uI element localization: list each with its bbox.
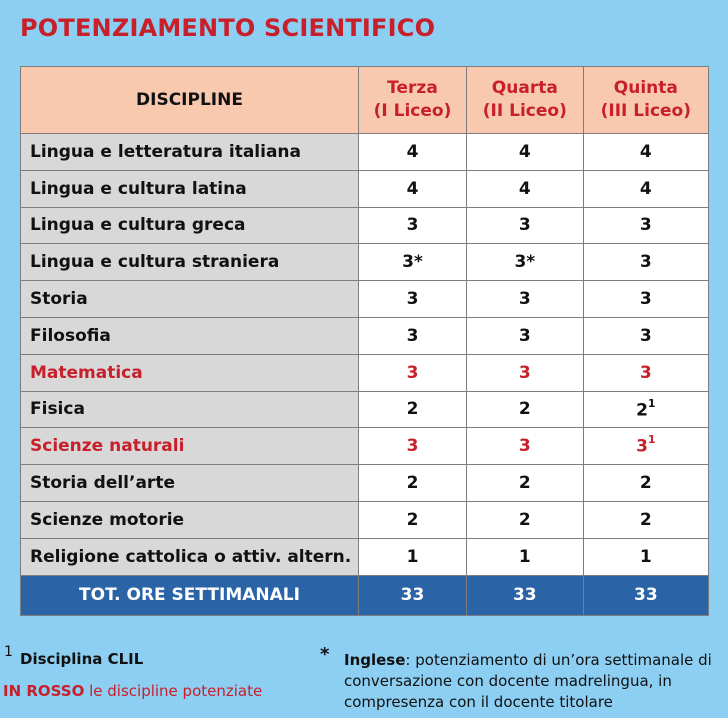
hours-cell-terza xyxy=(359,134,467,171)
hours-cell-quarta xyxy=(466,465,583,502)
hours-cell-terza xyxy=(359,465,467,502)
hours-value: 3 xyxy=(639,325,652,346)
discipline-name: Lingua e cultura greca xyxy=(21,207,359,244)
hours-cell-quinta xyxy=(583,134,708,171)
hours-value: 1 xyxy=(639,546,652,567)
hours-cell-quarta xyxy=(466,501,583,538)
hours-value: 4 xyxy=(518,178,531,199)
discipline-name: Scienze naturali xyxy=(21,428,359,465)
hours-value: 2 xyxy=(518,473,531,494)
hours-cell-quinta xyxy=(583,207,708,244)
hours-cell-terza xyxy=(359,428,467,465)
header-year-terza xyxy=(359,67,467,134)
hours-cell-quarta xyxy=(466,391,583,428)
discipline-name: Fisica xyxy=(21,391,359,428)
hours-value: 2 xyxy=(406,473,419,494)
hours-cell-terza xyxy=(359,317,467,354)
hours-value: 3 xyxy=(406,215,419,236)
header-year-quinta xyxy=(583,67,708,134)
hours-value: 3* xyxy=(514,252,536,273)
hours-cell-quinta xyxy=(583,501,708,538)
discipline-name: Matematica xyxy=(21,354,359,391)
hours-value: 3 xyxy=(639,289,652,310)
discipline-name: Filosofia xyxy=(21,317,359,354)
total-value-quinta: 33 xyxy=(583,575,708,615)
hours-value: 4 xyxy=(406,141,419,162)
discipline-name: Lingua e letteratura italiana xyxy=(21,134,359,171)
hours-cell-quarta xyxy=(466,244,583,281)
table-row xyxy=(21,501,709,538)
discipline-name: Religione cattolica o attiv. altern. xyxy=(21,538,359,575)
table-row xyxy=(21,465,709,502)
table-row xyxy=(21,207,709,244)
hours-value: 3 xyxy=(406,325,419,346)
red-legend-bold: IN ROSSO xyxy=(3,682,85,700)
total-value-quarta: 33 xyxy=(466,575,583,615)
header-disciplines: DISCIPLINE xyxy=(21,67,359,134)
hours-value: 4 xyxy=(639,178,652,199)
english-note-bold: Inglese xyxy=(344,651,406,669)
discipline-name: Lingua e cultura straniera xyxy=(21,244,359,281)
header-year-quarta xyxy=(466,67,583,134)
hours-cell-quinta xyxy=(583,354,708,391)
hours-value: 3 xyxy=(518,362,531,383)
red-legend-text: le discipline potenziate xyxy=(84,682,263,700)
total-label: TOT. ORE SETTIMANALI xyxy=(21,575,359,615)
table-header-row xyxy=(21,67,709,134)
hours-cell-quarta xyxy=(466,281,583,318)
header-year-name: Quarta xyxy=(491,78,558,99)
hours-value: 4 xyxy=(518,141,531,162)
hours-cell-terza xyxy=(359,170,467,207)
clil-footnote-ref: 1 xyxy=(647,396,656,410)
hours-value: 3 xyxy=(639,215,652,236)
total-row xyxy=(21,575,709,615)
english-note xyxy=(344,650,728,713)
hours-value: 3* xyxy=(402,252,423,273)
hours-cell-terza xyxy=(359,538,467,575)
hours-value: 3 xyxy=(518,215,531,236)
hours-value: 4 xyxy=(639,141,652,162)
table-row xyxy=(21,170,709,207)
hours-value: 3 xyxy=(518,289,531,310)
curriculum-table xyxy=(20,66,709,616)
hours-cell-terza xyxy=(359,207,467,244)
hours-cell-quinta xyxy=(583,170,708,207)
hours-cell-quinta xyxy=(583,281,708,318)
hours-value: 1 xyxy=(518,546,531,567)
hours-cell-quarta xyxy=(466,538,583,575)
hours-cell-quarta xyxy=(466,428,583,465)
hours-value: 2 xyxy=(518,399,531,420)
header-year-sub: (II Liceo) xyxy=(482,101,567,121)
table-row xyxy=(21,428,709,465)
hours-cell-terza xyxy=(359,281,467,318)
header-year-name: Quinta xyxy=(613,78,678,99)
hours-cell-terza xyxy=(359,501,467,538)
hours-cell-terza xyxy=(359,391,467,428)
total-value-terza: 33 xyxy=(359,575,467,615)
hours-value: 3 xyxy=(406,362,419,383)
table-row xyxy=(21,134,709,171)
red-legend xyxy=(3,682,262,700)
hours-value: 2 xyxy=(636,400,648,421)
hours-cell-quinta xyxy=(583,538,708,575)
hours-value: 3 xyxy=(406,289,419,310)
discipline-name: Storia dell’arte xyxy=(21,465,359,502)
page-title: POTENZIAMENTO SCIENTIFICO xyxy=(20,14,436,42)
discipline-name: Storia xyxy=(21,281,359,318)
hours-value: 3 xyxy=(518,325,531,346)
hours-value: 1 xyxy=(406,546,419,567)
header-year-sub: (III Liceo) xyxy=(600,101,692,121)
table-row xyxy=(21,281,709,318)
hours-cell-quarta xyxy=(466,134,583,171)
asterisk-footnote-marker: * xyxy=(320,644,330,665)
hours-cell-quinta xyxy=(583,317,708,354)
table-row xyxy=(21,354,709,391)
header-year-sub: (I Liceo) xyxy=(373,101,452,121)
discipline-name: Lingua e cultura latina xyxy=(21,170,359,207)
hours-cell-terza xyxy=(359,354,467,391)
hours-cell-quinta xyxy=(583,465,708,502)
hours-value: 3 xyxy=(639,252,652,273)
hours-value: 3 xyxy=(406,436,419,457)
table-row xyxy=(21,244,709,281)
hours-value: 2 xyxy=(639,509,652,530)
hours-value: 3 xyxy=(636,437,648,458)
header-year-name: Terza xyxy=(387,78,438,99)
table-row xyxy=(21,391,709,428)
english-note-text: : potenziamento di un’ora settimanale di conversazione con docente madrelingua, in compresenza con il docente titolare xyxy=(344,651,712,711)
hours-cell-quarta xyxy=(466,207,583,244)
hours-value: 3 xyxy=(518,436,531,457)
hours-cell-quarta xyxy=(466,354,583,391)
hours-value: 2 xyxy=(406,399,419,420)
clil-footnote-label: Disciplina CLIL xyxy=(20,650,144,668)
hours-cell-quinta xyxy=(583,428,708,465)
hours-cell-quarta xyxy=(466,317,583,354)
hours-cell-quinta xyxy=(583,244,708,281)
hours-cell-quinta xyxy=(583,391,708,428)
discipline-name: Scienze motorie xyxy=(21,501,359,538)
clil-footnote-ref: 1 xyxy=(647,433,656,447)
hours-cell-terza xyxy=(359,244,467,281)
clil-footnote-marker: 1 xyxy=(4,644,13,660)
hours-cell-quarta xyxy=(466,170,583,207)
table-row xyxy=(21,317,709,354)
table-row xyxy=(21,538,709,575)
hours-value: 2 xyxy=(518,509,531,530)
hours-value: 3 xyxy=(639,362,652,383)
hours-value: 4 xyxy=(406,178,419,199)
hours-value: 2 xyxy=(406,509,419,530)
hours-value: 2 xyxy=(639,473,652,494)
